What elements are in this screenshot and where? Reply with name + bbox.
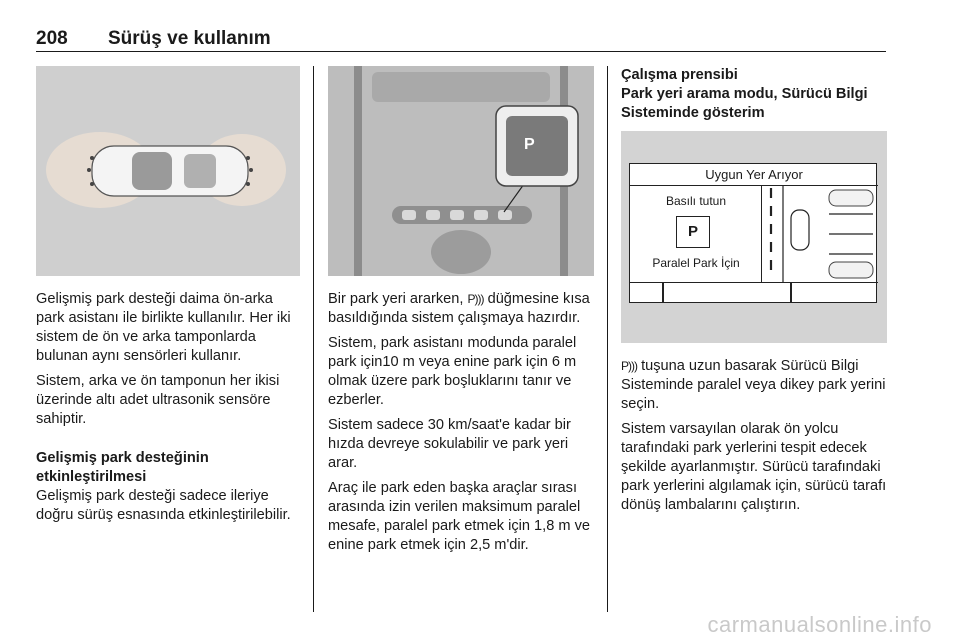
column-3 [621, 66, 887, 521]
paragraph: Sistem varsayılan olarak ön yolcu tarafındaki park yerlerini tespit edecek şekilde ayarlanmıştır. Sürücü tarafındaki park yerlerini algılamak için, sürücü tarafı dönüş lambalarını çalıştırın. [621, 421, 887, 513]
section-subheading: Park yeri arama modu, Sürücü Bilgi Sisteminde gösterim [621, 86, 868, 121]
paragraph: Gelişmiş park desteği daima ön-arka park asistanı ile birlikte kullanılır. Her iki sistem de ön ve arka tamponlarda bulunan aynı sensörleri kullanır. [36, 291, 291, 364]
display-title: Uygun Yer Arıyor [630, 164, 878, 186]
paragraph-text: tuşuna uzun basarak Sürücü Bilgi Sisteminde paralel veya dikey park yerini seçin. [621, 358, 886, 412]
page-title: Sürüş ve kullanım [108, 28, 271, 49]
watermark: carmanualsonline.info [707, 612, 932, 637]
column-2 [328, 66, 594, 561]
paragraph: Gelişmiş park desteği sadece ileriye doğru sürüş esnasında etkinleştirilebilir. [36, 488, 291, 523]
display-status-bar [630, 282, 878, 302]
park-button-label: P [524, 136, 535, 153]
column-divider [607, 66, 608, 612]
driver-info-display [629, 163, 877, 303]
paragraph: Araç ile park eden başka araçlar sırası arasında izin verilen maksimum paralel mesafe, paralel park etmek için 1,8 m ve enine park etmek için 2,5 m'dir. [328, 480, 590, 553]
column-divider [313, 66, 314, 612]
section-heading: Gelişmiş park desteğinin etkinleştirilmesi [36, 450, 209, 485]
display-hold-text: Basılı tutun [665, 194, 727, 208]
paragraph: Sistem, arka ve ön tamponun her ikisi üzerinde altı adet ultrasonik sensöre sahiptir. [36, 373, 280, 427]
driver-info-display-illustration [621, 131, 887, 343]
display-parallel-text: Paralel Park İçin [652, 256, 740, 270]
section-heading: Çalışma prensibi [621, 67, 738, 83]
park-button-icon: P))) [467, 292, 484, 306]
paragraph [621, 357, 887, 414]
column-1 [36, 66, 300, 531]
paragraph: Sistem sadece 30 km/saat'e kadar bir hızda devreye sokulabilir ve park yeri arar. [328, 417, 571, 471]
page-number: 208 [36, 28, 68, 49]
page-header [36, 24, 886, 52]
paragraph-text: Bir park yeri ararken, [328, 291, 464, 307]
parking-scene-graphic [763, 186, 877, 282]
paragraph [328, 290, 594, 328]
center-console-illustration [328, 66, 594, 276]
display-instruction-panel [630, 186, 762, 282]
park-button-icon: P))) [621, 359, 637, 373]
paragraph-text: düğmesine kısa basıldığında sistem çalışmaya hazırdır. [328, 291, 590, 326]
paragraph: Sistem, park asistanı modunda paralel park için10 m veya enine park için 6 m olmak üzere park boşluklarını tanır ve ezberler. [328, 335, 577, 408]
sensor-coverage-illustration [36, 66, 300, 276]
park-assist-icon: P [676, 216, 710, 248]
